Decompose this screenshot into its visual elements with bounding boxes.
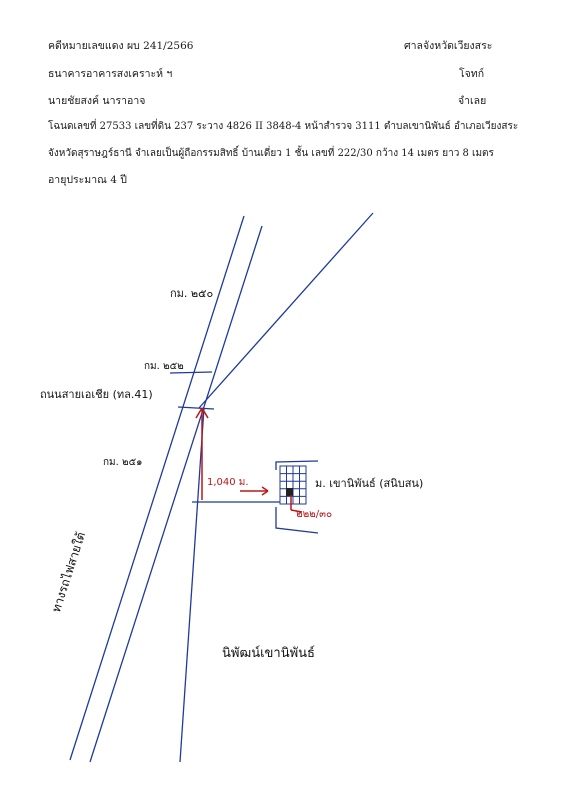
property-details: จังหวัดสุราษฎร์ธานี จำเลยเป็นผู้ถือกรรมสิทธิ์ บ้านเดี่ยว 1 ชั้น เลขที่ 222/30 กว้าง 14 เมตร ยาว 8 เมตร (48, 148, 494, 159)
house-number-label: ๒๒๒/๓๐ (296, 509, 333, 520)
km252-underline (170, 372, 212, 373)
defendant-name: นายชัยสงค์ นาราอาจ (48, 95, 146, 107)
km-252-label: กม. ๒๕๒ (144, 361, 184, 372)
case-number: คดีหมายเลขแดง ผบ 241/2566 (48, 40, 194, 52)
road-line-left (70, 216, 244, 760)
vertical-road-line (180, 408, 204, 762)
defendant-role: จำเลย (458, 95, 487, 107)
branch-road-line (199, 213, 373, 408)
km-251-label: กม. ๒๕๑ (103, 457, 143, 468)
village-label: ม. เขานิพันธ์ (สนิบสน) (315, 477, 424, 490)
plaintiff-role: โจทก์ (459, 68, 485, 80)
highway-label: ถนนสายเอเชีย (ทล.41) (40, 388, 153, 401)
signature: นิพัฒน์เขานิพันธ์ (222, 646, 315, 661)
village-grid (280, 466, 306, 504)
plaintiff-name: ธนาคารอาคารสงเคราะห์ ฯ (48, 68, 173, 80)
court-name: ศาลจังหวัดเวียงสระ (404, 40, 493, 52)
house-marker (286, 488, 293, 496)
distance-label: 1,040 ม. (207, 477, 249, 488)
road-line-right (90, 226, 262, 762)
age-line: อายุประมาณ 4 ปี (48, 174, 127, 186)
deed-details: โฉนดเลขที่ 27533 เลขที่ดิน 237 ระวาง 4826 II 3848-4 หน้าสำรวจ 3111 ตำบลเขานิพันธ์ อำเภอเวียงสระ (48, 121, 519, 132)
rail-label: ทางรถไฟสายใต้ (49, 530, 89, 615)
highway-stub (178, 407, 214, 409)
km-250-label: กม. ๒๕๐ (170, 287, 214, 300)
